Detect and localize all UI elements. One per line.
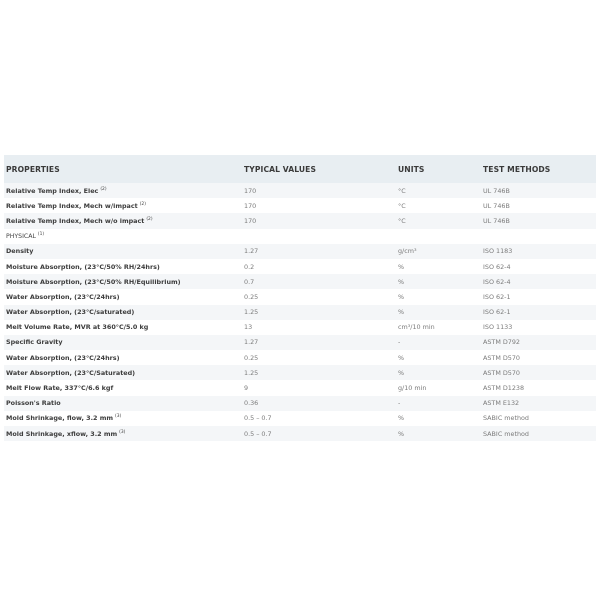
value-cell: 0.25	[241, 289, 395, 304]
table-row	[4, 289, 596, 304]
property-label: Melt Flow Rate, 337°C/6.6 kgf	[6, 384, 114, 393]
value-cell: 0.5 – 0.7	[241, 426, 395, 441]
section-row	[4, 229, 596, 244]
header-properties: PROPERTIES	[4, 155, 241, 183]
method-cell: ISO 62-4	[480, 274, 596, 289]
unit-cell: %	[395, 305, 480, 320]
property-label: Melt Volume Rate, MVR at 360°C/5.0 kg	[6, 323, 149, 332]
method-cell: ASTM D570	[480, 350, 596, 365]
property-label: Water Absorption, (23°C/saturated)	[6, 308, 135, 317]
properties-table	[4, 155, 596, 441]
unit-cell: %	[395, 350, 480, 365]
unit-cell: cm³/10 min	[395, 320, 480, 335]
footnote-marker: (2)	[146, 216, 153, 222]
value-cell: 0.5 – 0.7	[241, 411, 395, 426]
unit-cell: %	[395, 411, 480, 426]
value-cell	[241, 229, 395, 244]
property-label: Poisson's Ratio	[6, 399, 61, 408]
unit-cell: %	[395, 274, 480, 289]
value-cell: 0.36	[241, 396, 395, 411]
unit-cell: %	[395, 259, 480, 274]
footnote-marker: (3)	[115, 414, 122, 420]
property-cell	[4, 289, 241, 304]
property-label: Mold Shrinkage, flow, 3.2 mm	[6, 414, 114, 423]
table-row	[4, 183, 596, 198]
value-cell: 170	[241, 213, 395, 228]
method-cell: ISO 62-4	[480, 259, 596, 274]
property-label: Water Absorption, (23°C/24hrs)	[6, 292, 120, 301]
table-row	[4, 244, 596, 259]
method-cell: ISO 1183	[480, 244, 596, 259]
table-row	[4, 426, 596, 441]
method-cell: ASTM D792	[480, 335, 596, 350]
property-cell	[4, 229, 241, 244]
properties-table-container	[4, 155, 596, 441]
unit-cell: g/cm³	[395, 244, 480, 259]
unit-cell: g/10 min	[395, 380, 480, 395]
table-row	[4, 350, 596, 365]
table-row	[4, 396, 596, 411]
header-units: UNITS	[395, 155, 480, 183]
method-cell	[480, 229, 596, 244]
method-cell: UL 746B	[480, 183, 596, 198]
property-cell	[4, 350, 241, 365]
property-cell	[4, 411, 241, 426]
table-row	[4, 274, 596, 289]
table-row	[4, 259, 596, 274]
unit-cell	[395, 229, 480, 244]
property-cell	[4, 396, 241, 411]
property-cell	[4, 213, 241, 228]
method-cell: SABIC method	[480, 426, 596, 441]
value-cell: 170	[241, 183, 395, 198]
header-test-methods: TEST METHODS	[480, 155, 596, 183]
method-cell: ISO 62-1	[480, 289, 596, 304]
property-cell	[4, 305, 241, 320]
property-cell	[4, 335, 241, 350]
property-label: Moisture Absorption, (23°C/50% RH/24hrs)	[6, 262, 160, 271]
unit-cell: °C	[395, 213, 480, 228]
value-cell: 1.25	[241, 305, 395, 320]
property-cell	[4, 365, 241, 380]
property-label: Moisture Absorption, (23°C/50% RH/Equilibrium)	[6, 277, 181, 286]
table-row	[4, 380, 596, 395]
property-cell	[4, 426, 241, 441]
property-cell	[4, 380, 241, 395]
table-row	[4, 320, 596, 335]
table-row	[4, 411, 596, 426]
method-cell: ASTM E132	[480, 396, 596, 411]
property-label: Specific Gravity	[6, 338, 63, 347]
method-cell: ASTM D570	[480, 365, 596, 380]
footnote-marker: (2)	[100, 186, 107, 192]
value-cell: 0.7	[241, 274, 395, 289]
property-label: Relative Temp Index, Elec	[6, 186, 99, 195]
method-cell: UL 746B	[480, 213, 596, 228]
value-cell: 170	[241, 198, 395, 213]
property-label: Density	[6, 247, 34, 256]
property-label: Mold Shrinkage, xflow, 3.2 mm	[6, 429, 118, 438]
unit-cell: %	[395, 289, 480, 304]
table-body	[4, 183, 596, 441]
value-cell: 13	[241, 320, 395, 335]
footnote-marker: (1)	[37, 232, 45, 238]
property-cell	[4, 259, 241, 274]
property-cell	[4, 244, 241, 259]
table-row	[4, 305, 596, 320]
footnote-marker: (3)	[119, 429, 126, 435]
value-cell: 1.25	[241, 365, 395, 380]
unit-cell: °C	[395, 183, 480, 198]
property-label: Relative Temp Index, Mech w/o impact	[6, 216, 145, 225]
property-cell	[4, 183, 241, 198]
property-cell	[4, 320, 241, 335]
property-cell	[4, 274, 241, 289]
method-cell: ISO 62-1	[480, 305, 596, 320]
unit-cell: -	[395, 396, 480, 411]
property-label: Water Absorption, (23°C/24hrs)	[6, 353, 120, 362]
table-header-row	[4, 155, 596, 183]
method-cell: UL 746B	[480, 198, 596, 213]
value-cell: 9	[241, 380, 395, 395]
method-cell: ISO 1133	[480, 320, 596, 335]
property-label: Relative Temp Index, Mech w/impact	[6, 201, 138, 210]
table-row	[4, 213, 596, 228]
header-typical-values: TYPICAL VALUES	[241, 155, 395, 183]
method-cell: SABIC method	[480, 411, 596, 426]
table-row	[4, 335, 596, 350]
unit-cell: -	[395, 335, 480, 350]
property-label: PHYSICAL	[6, 233, 36, 241]
table-row	[4, 198, 596, 213]
value-cell: 0.25	[241, 350, 395, 365]
method-cell: ASTM D1238	[480, 380, 596, 395]
unit-cell: %	[395, 426, 480, 441]
table-row	[4, 365, 596, 380]
unit-cell: %	[395, 365, 480, 380]
value-cell: 1.27	[241, 244, 395, 259]
value-cell: 0.2	[241, 259, 395, 274]
property-cell	[4, 198, 241, 213]
footnote-marker: (2)	[139, 201, 146, 207]
unit-cell: °C	[395, 198, 480, 213]
property-label: Water Absorption, (23°C/Saturated)	[6, 368, 136, 377]
value-cell: 1.27	[241, 335, 395, 350]
